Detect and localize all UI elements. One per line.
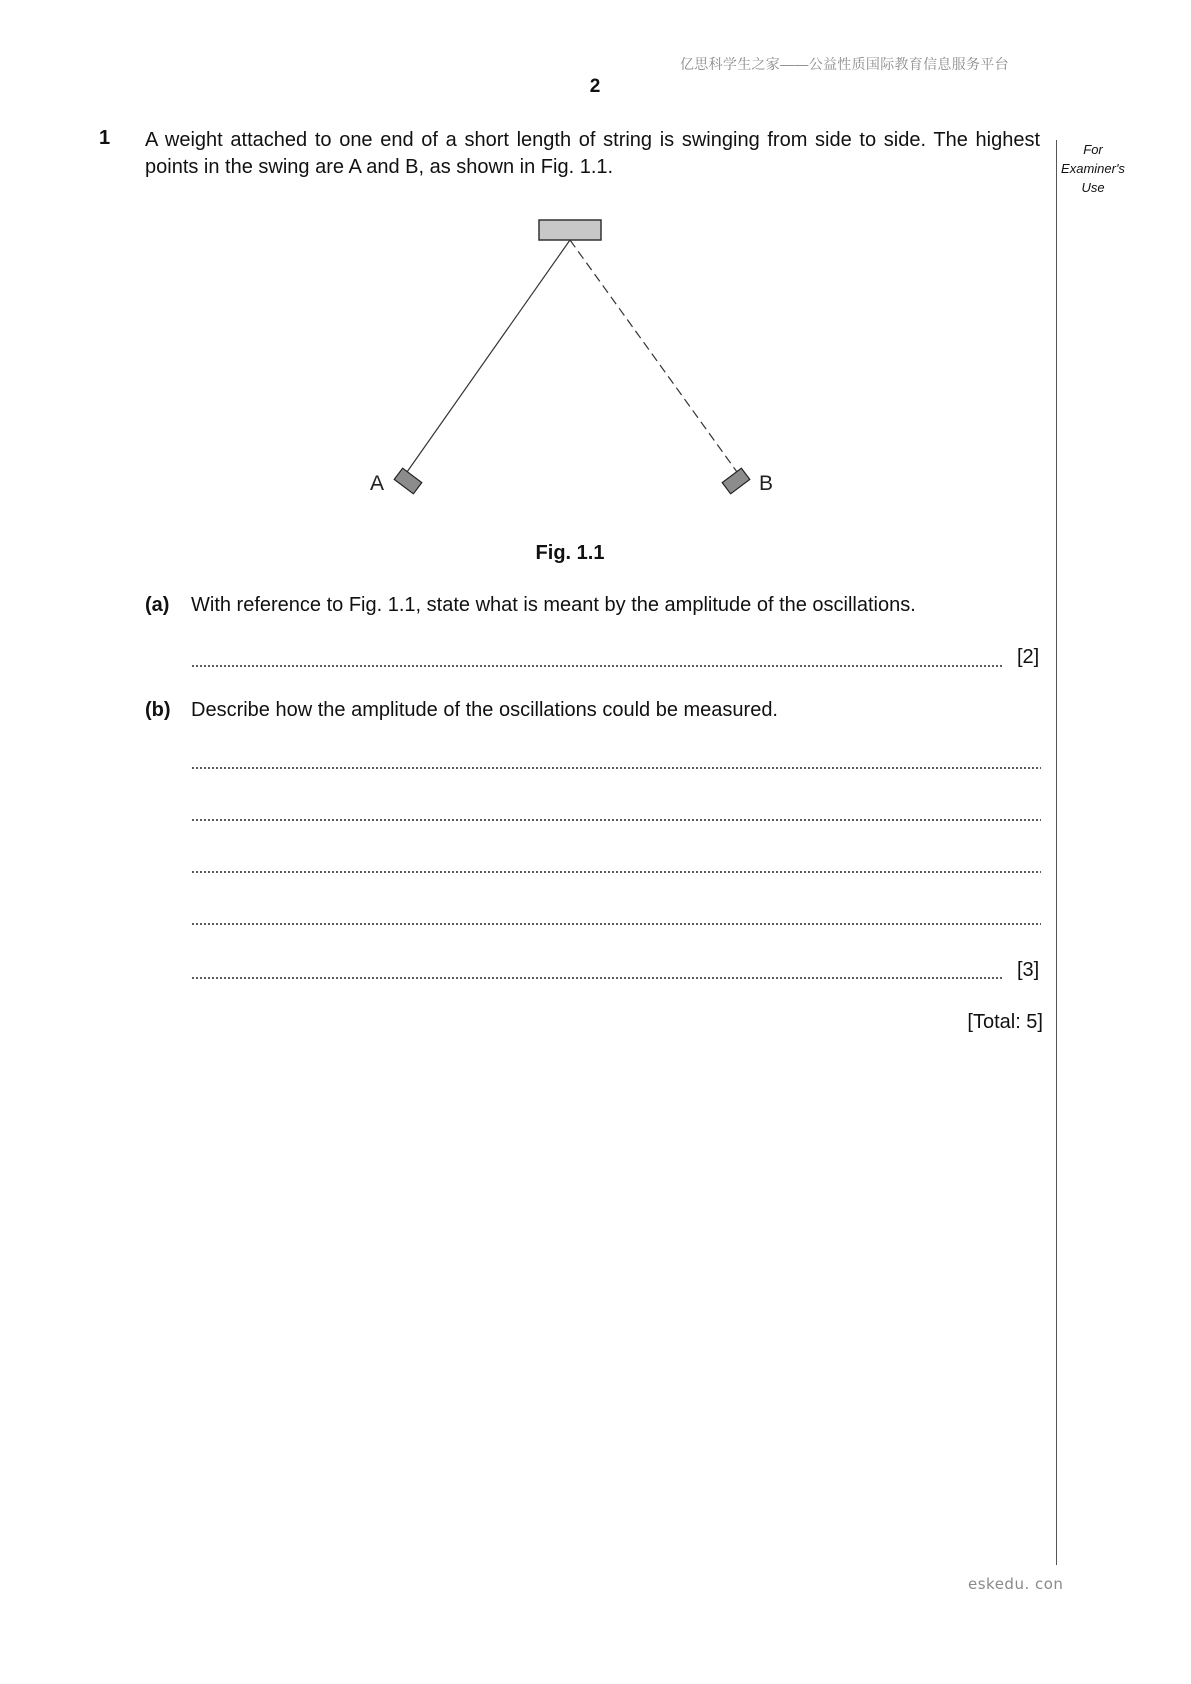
pendulum-support	[539, 220, 601, 240]
pendulum-figure	[355, 210, 815, 510]
part-b-answer-line-1[interactable]	[191, 767, 1041, 769]
examiner-line-3: Use	[1081, 180, 1105, 195]
examiner-line-2: Examiner's	[1061, 161, 1125, 176]
part-b-answer-line-3[interactable]	[191, 871, 1041, 873]
examiner-use-label	[1053, 140, 1133, 197]
string-to-b	[570, 240, 737, 472]
part-a-text: With reference to Fig. 1.1, state what is meant by the amplitude of the oscillations.	[191, 594, 916, 616]
part-a-answer-line[interactable]	[191, 665, 1004, 667]
part-a-label: (a)	[145, 594, 170, 616]
question-stem: A weight attached to one end of a short length of string is swinging from side to side. The highest points in the swing are A and B, as shown in Fig. 1.1.	[145, 129, 1040, 178]
part-b-text: Describe how the amplitude of the oscillations could be measured.	[191, 699, 778, 721]
total-marks: [Total: 5]	[967, 1011, 1043, 1033]
part-b-answer-line-2[interactable]	[191, 819, 1041, 821]
string-to-a	[407, 240, 570, 472]
part-a-marks: [2]	[1017, 646, 1040, 668]
weight-a	[394, 468, 422, 494]
header-site-text: 亿思科学生之家——公益性质国际教育信息服务平台	[680, 56, 1009, 72]
page-number: 2	[589, 76, 601, 97]
figure-caption: Fig. 1.1	[535, 542, 605, 564]
part-b-answer-line-4[interactable]	[191, 923, 1041, 925]
examiner-margin-line	[1056, 140, 1057, 1565]
label-b: B	[759, 472, 774, 495]
part-b-answer-line-5[interactable]	[191, 977, 1004, 979]
examiner-line-1: For	[1083, 142, 1103, 157]
part-b-label: (b)	[145, 699, 171, 721]
footer-site-text: eskedu. con	[968, 1575, 1064, 1593]
label-a: A	[370, 472, 385, 495]
question-number: 1	[99, 127, 111, 149]
part-b-marks: [3]	[1017, 959, 1040, 981]
weight-b	[722, 468, 750, 494]
